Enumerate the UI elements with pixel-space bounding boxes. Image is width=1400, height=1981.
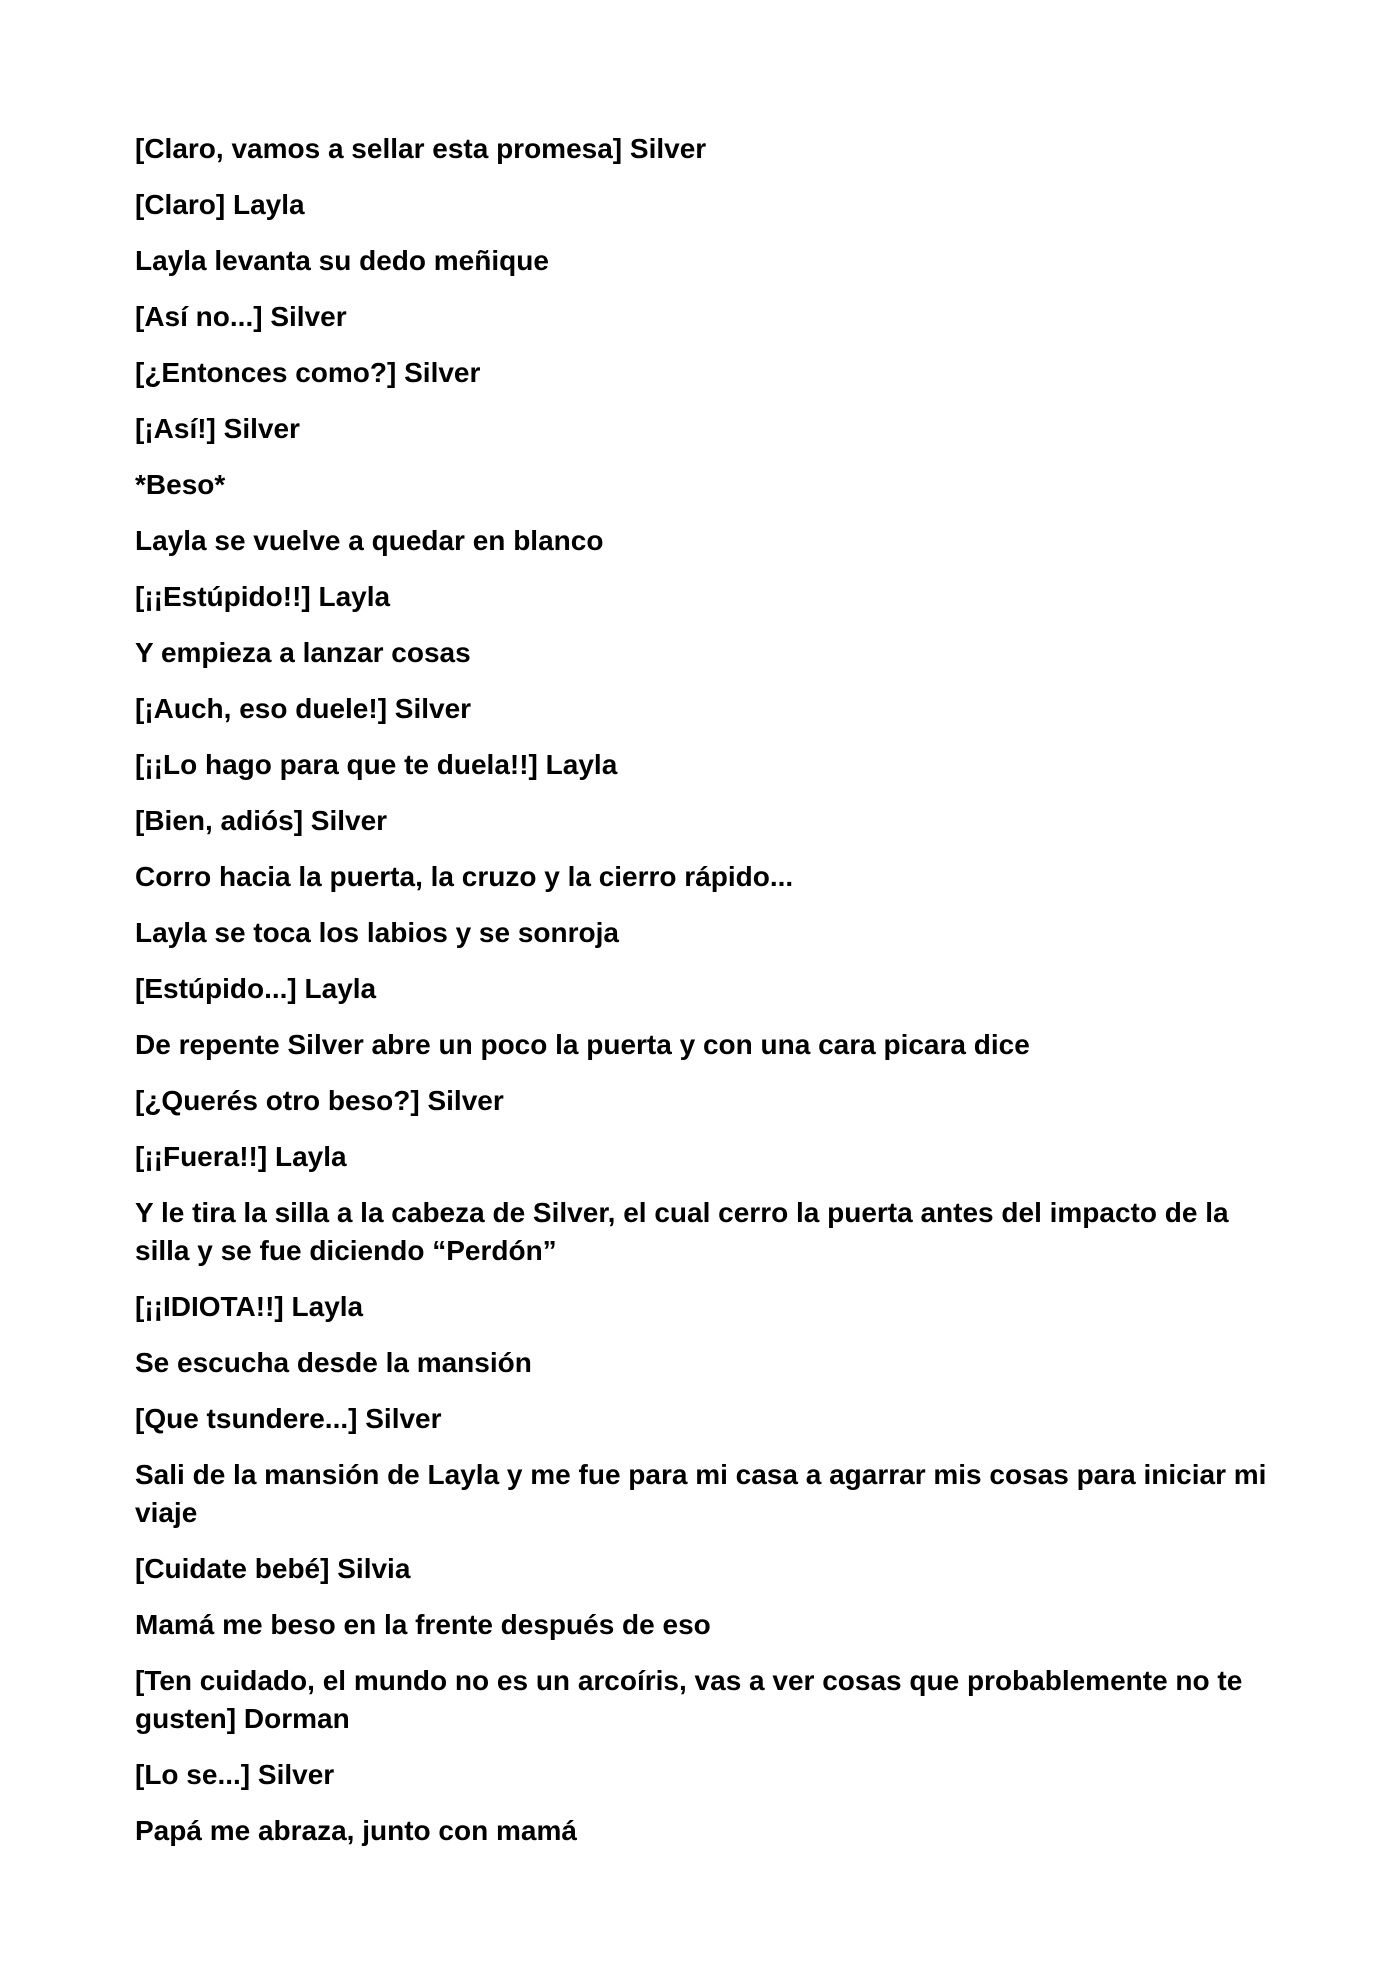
paragraph: [Lo se...] Silver xyxy=(135,1759,335,1790)
paragraph: [Claro] Layla xyxy=(135,189,305,220)
paragraph: *Beso* xyxy=(135,469,226,500)
paragraph: De repente Silver abre un poco la puerta y con una cara picara dice xyxy=(135,1029,1030,1060)
paragraph: Layla se toca los labios y se sonroja xyxy=(135,917,619,948)
paragraph: Y empieza a lanzar cosas xyxy=(135,637,471,668)
paragraph: Mamá me beso en la frente después de eso xyxy=(135,1609,711,1640)
paragraph: Corro hacia la puerta, la cruzo y la cierro rápido... xyxy=(135,861,794,892)
paragraph: [Ten cuidado, el mundo no es un arcoíris, vas a ver cosas que probablemente no te gusten] Dorman xyxy=(135,1665,1243,1734)
paragraph: Se escucha desde la mansión xyxy=(135,1347,532,1378)
paragraph: [Estúpido...] Layla xyxy=(135,973,377,1004)
paragraph: [Bien, adiós] Silver xyxy=(135,805,388,836)
paragraph: [¡¡Estúpido!!] Layla xyxy=(135,581,391,612)
paragraph: [¿Entonces como?] Silver xyxy=(135,357,481,388)
paragraph: [¡¡Fuera!!] Layla xyxy=(135,1141,347,1172)
paragraph: [¡Auch, eso duele!] Silver xyxy=(135,693,472,724)
paragraph: [Claro, vamos a sellar esta promesa] Silver xyxy=(135,133,707,164)
paragraph: [¡¡IDIOTA!!] Layla xyxy=(135,1291,364,1322)
paragraph: Papá me abraza, junto con mamá xyxy=(135,1815,577,1846)
paragraph: [¡¡Lo hago para que te duela!!] Layla xyxy=(135,749,618,780)
document-body xyxy=(135,130,1270,1868)
paragraph: [Que tsundere...] Silver xyxy=(135,1403,442,1434)
paragraph: [¿Querés otro beso?] Silver xyxy=(135,1085,504,1116)
paragraph: Y le tira la silla a la cabeza de Silver, el cual cerro la puerta antes del impacto de la silla y se fue diciendo “Perdón” xyxy=(135,1197,1229,1266)
paragraph: Layla levanta su dedo meñique xyxy=(135,245,549,276)
paragraph: [Cuidate bebé] Silvia xyxy=(135,1553,411,1584)
paragraph: [¡Así!] Silver xyxy=(135,413,300,444)
paragraph: Sali de la mansión de Layla y me fue para mi casa a agarrar mis cosas para iniciar mi viaje xyxy=(135,1459,1267,1528)
paragraph: [Así no...] Silver xyxy=(135,301,347,332)
paragraph: Layla se vuelve a quedar en blanco xyxy=(135,525,604,556)
